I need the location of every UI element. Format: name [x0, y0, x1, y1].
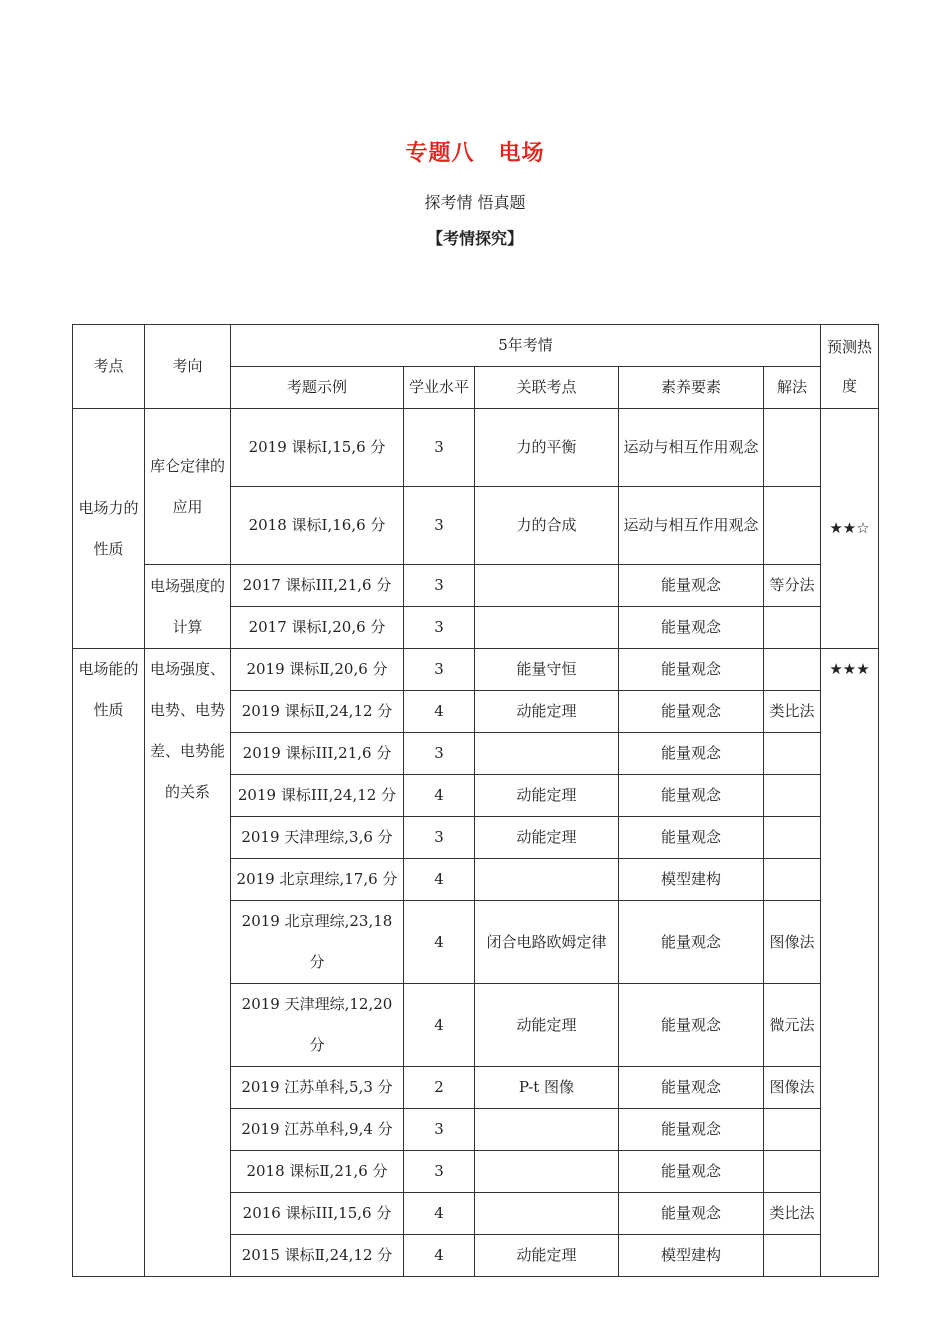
- related-cell: 力的合成: [475, 487, 619, 565]
- literacy-cell: 能量观念: [619, 1193, 764, 1235]
- literacy-cell: 能量观念: [619, 1109, 764, 1151]
- literacy-cell: 能量观念: [619, 901, 764, 984]
- header-row: [73, 325, 879, 367]
- page-subtitle: 探考情 悟真题: [424, 193, 526, 212]
- title-topic-name: 电场: [498, 140, 545, 166]
- related-cell: 能量守恒: [475, 649, 619, 691]
- title-topic-number: 专题八: [405, 140, 475, 166]
- literacy-cell: 能量观念: [619, 607, 764, 649]
- header-method: 解法: [764, 367, 821, 409]
- example-cell: 2015 课标Ⅱ,24,12 分: [231, 1235, 404, 1277]
- method-cell: [764, 409, 821, 487]
- example-cell: 2019 北京理综,17,6 分: [231, 859, 404, 901]
- method-cell: 微元法: [764, 984, 821, 1067]
- example-cell: 2019 课标Ⅱ,24,12 分: [231, 691, 404, 733]
- method-cell: [764, 817, 821, 859]
- related-cell: [475, 1151, 619, 1193]
- table-row: [73, 409, 879, 487]
- related-cell: 动能定理: [475, 775, 619, 817]
- level-cell: 3: [404, 733, 475, 775]
- level-cell: 4: [404, 1193, 475, 1235]
- table-row: [73, 649, 879, 691]
- literacy-cell: 能量观念: [619, 733, 764, 775]
- method-cell: [764, 487, 821, 565]
- example-cell: 2019 天津理综,3,6 分: [231, 817, 404, 859]
- example-cell: 2019 江苏单科,5,3 分: [231, 1067, 404, 1109]
- literacy-cell: 运动与相互作用观念: [619, 487, 764, 565]
- header-level: 学业水平: [404, 367, 475, 409]
- kaoxiang-cell: 电场强度的计算: [145, 565, 231, 649]
- level-cell: 4: [404, 901, 475, 984]
- example-cell: 2017 课标Ⅰ,20,6 分: [231, 607, 404, 649]
- literacy-cell: 能量观念: [619, 565, 764, 607]
- header-kaoxiang: 考向: [145, 325, 231, 409]
- header-hot: 预测热度: [821, 325, 879, 409]
- related-cell: [475, 1109, 619, 1151]
- related-cell: 闭合电路欧姆定律: [475, 901, 619, 984]
- related-cell: [475, 1193, 619, 1235]
- level-cell: 4: [404, 691, 475, 733]
- kaoxiang-cell: 电场强度、电势、电势差、电势能的关系: [145, 649, 231, 1277]
- related-cell: 动能定理: [475, 984, 619, 1067]
- literacy-cell: 能量观念: [619, 817, 764, 859]
- header-5yr: 5年考情: [231, 325, 821, 367]
- related-cell: 动能定理: [475, 691, 619, 733]
- level-cell: 3: [404, 817, 475, 859]
- method-cell: [764, 733, 821, 775]
- literacy-cell: 模型建构: [619, 859, 764, 901]
- kaodian-cell: 电场能的性质: [73, 649, 145, 1277]
- example-cell: 2019 北京理综,23,18 分: [231, 901, 404, 984]
- table-row: [73, 565, 879, 607]
- example-cell: 2017 课标III,21,6 分: [231, 565, 404, 607]
- method-cell: [764, 1235, 821, 1277]
- level-cell: 3: [404, 487, 475, 565]
- related-cell: 力的平衡: [475, 409, 619, 487]
- level-cell: 3: [404, 1151, 475, 1193]
- related-cell: 动能定理: [475, 817, 619, 859]
- method-cell: [764, 607, 821, 649]
- related-cell: [475, 607, 619, 649]
- level-cell: 3: [404, 649, 475, 691]
- header-literacy: 素养要素: [619, 367, 764, 409]
- literacy-cell: 模型建构: [619, 1235, 764, 1277]
- related-cell: [475, 565, 619, 607]
- method-cell: [764, 649, 821, 691]
- literacy-cell: 能量观念: [619, 775, 764, 817]
- page-title: [0, 136, 950, 167]
- example-cell: 2019 课标Ⅱ,20,6 分: [231, 649, 404, 691]
- level-cell: 4: [404, 984, 475, 1067]
- related-cell: P-t 图像: [475, 1067, 619, 1109]
- method-cell: [764, 859, 821, 901]
- level-cell: 3: [404, 1109, 475, 1151]
- example-cell: 2018 课标Ⅱ,21,6 分: [231, 1151, 404, 1193]
- method-cell: 等分法: [764, 565, 821, 607]
- related-cell: [475, 859, 619, 901]
- header-example: 考题示例: [231, 367, 404, 409]
- section-heading: 【考情探究】: [426, 229, 523, 248]
- method-cell: [764, 775, 821, 817]
- level-cell: 2: [404, 1067, 475, 1109]
- header-related: 关联考点: [475, 367, 619, 409]
- hot-cell: ★★☆: [821, 409, 879, 649]
- level-cell: 4: [404, 775, 475, 817]
- literacy-cell: 能量观念: [619, 649, 764, 691]
- method-cell: 类比法: [764, 1193, 821, 1235]
- literacy-cell: 能量观念: [619, 691, 764, 733]
- example-cell: 2019 天津理综,12,20 分: [231, 984, 404, 1067]
- method-cell: 图像法: [764, 1067, 821, 1109]
- hot-cell: ★★★: [821, 649, 879, 1277]
- kaoxiang-cell: 库仑定律的应用: [145, 409, 231, 565]
- header-kaodian: 考点: [73, 325, 145, 409]
- example-cell: 2019 课标III,24,12 分: [231, 775, 404, 817]
- related-cell: 动能定理: [475, 1235, 619, 1277]
- method-cell: 图像法: [764, 901, 821, 984]
- method-cell: [764, 1109, 821, 1151]
- level-cell: 3: [404, 607, 475, 649]
- related-cell: [475, 733, 619, 775]
- example-cell: 2019 课标III,21,6 分: [231, 733, 404, 775]
- method-cell: 类比法: [764, 691, 821, 733]
- example-cell: 2018 课标Ⅰ,16,6 分: [231, 487, 404, 565]
- method-cell: [764, 1151, 821, 1193]
- level-cell: 4: [404, 1235, 475, 1277]
- example-cell: 2016 课标III,15,6 分: [231, 1193, 404, 1235]
- example-cell: 2019 课标Ⅰ,15,6 分: [231, 409, 404, 487]
- level-cell: 4: [404, 859, 475, 901]
- literacy-cell: 能量观念: [619, 1151, 764, 1193]
- level-cell: 3: [404, 409, 475, 487]
- example-cell: 2019 江苏单科,9,4 分: [231, 1109, 404, 1151]
- kaodian-cell: 电场力的性质: [73, 409, 145, 649]
- literacy-cell: 能量观念: [619, 984, 764, 1067]
- level-cell: 3: [404, 565, 475, 607]
- exam-analysis-table: [72, 324, 879, 1277]
- literacy-cell: 运动与相互作用观念: [619, 409, 764, 487]
- literacy-cell: 能量观念: [619, 1067, 764, 1109]
